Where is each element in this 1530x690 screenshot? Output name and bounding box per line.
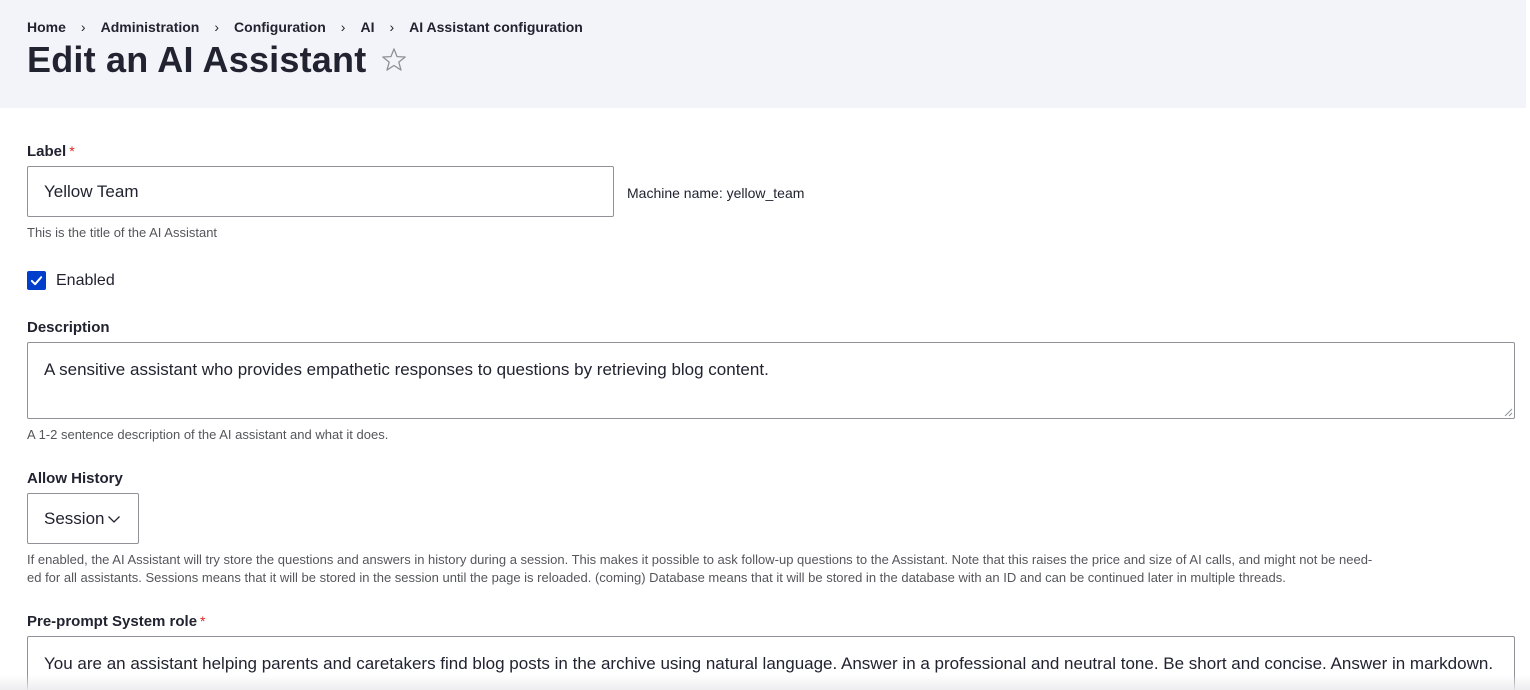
description-help: A 1-2 sentence description of the AI assistant and what it does. [27, 427, 389, 442]
enabled-label[interactable]: Enabled [56, 272, 115, 289]
allow-history-title [27, 470, 123, 488]
breadcrumb-ai[interactable]: AI [360, 19, 375, 35]
scroll-fade [0, 675, 1530, 690]
breadcrumb-separator: › [389, 19, 395, 35]
chevron-down-icon [107, 512, 121, 526]
description-textarea[interactable] [27, 342, 1515, 419]
allow-history-select[interactable] [27, 493, 139, 544]
breadcrumb-separator: › [340, 19, 346, 35]
label-field-title [27, 143, 75, 161]
label-field-label: Label [27, 143, 67, 160]
label-input[interactable] [27, 166, 614, 217]
enabled-checkbox[interactable] [27, 271, 46, 290]
checkmark-icon [30, 274, 43, 287]
machine-name-text: Machine name: yellow_team [627, 185, 805, 201]
required-marker: * [69, 143, 75, 159]
description-field-title [27, 319, 110, 337]
breadcrumb [27, 18, 583, 36]
description-field-label: Description [27, 319, 110, 336]
preprompt-field-title [27, 613, 206, 631]
allow-history-help-line: If enabled, the AI Assistant will try store the questions and answers in history during a session. This makes it possible to ask follow-up questions to the Assistant. Note that this raises the price and size of AI calls, and might not be need- [27, 552, 1373, 567]
resize-handle-icon[interactable] [1503, 407, 1513, 417]
page-title-row [27, 38, 408, 82]
star-icon[interactable] [380, 46, 408, 74]
breadcrumb-separator: › [214, 19, 220, 35]
allow-history-help [27, 551, 1517, 587]
breadcrumb-ai-assistant-configuration[interactable]: AI Assistant configuration [409, 19, 583, 35]
breadcrumb-configuration[interactable]: Configuration [234, 19, 326, 35]
allow-history-help-line: ed for all assistants. Sessions means that it will be stored in the session until the page is reloaded. (coming) Database means that it will be stored in the database with an ID and can be continued later in multiple threads. [27, 570, 1286, 585]
breadcrumb-home[interactable]: Home [27, 19, 66, 35]
page-title: Edit an AI Assistant [27, 39, 367, 80]
label-field-description: This is the title of the AI Assistant [27, 225, 218, 240]
breadcrumb-separator: › [80, 19, 86, 35]
allow-history-label: Allow History [27, 470, 123, 487]
breadcrumb-administration[interactable]: Administration [100, 19, 200, 35]
allow-history-selected: Session [44, 508, 105, 528]
page-header [0, 0, 1526, 108]
required-marker: * [200, 613, 206, 629]
preprompt-field-label: Pre-prompt System role [27, 613, 198, 630]
